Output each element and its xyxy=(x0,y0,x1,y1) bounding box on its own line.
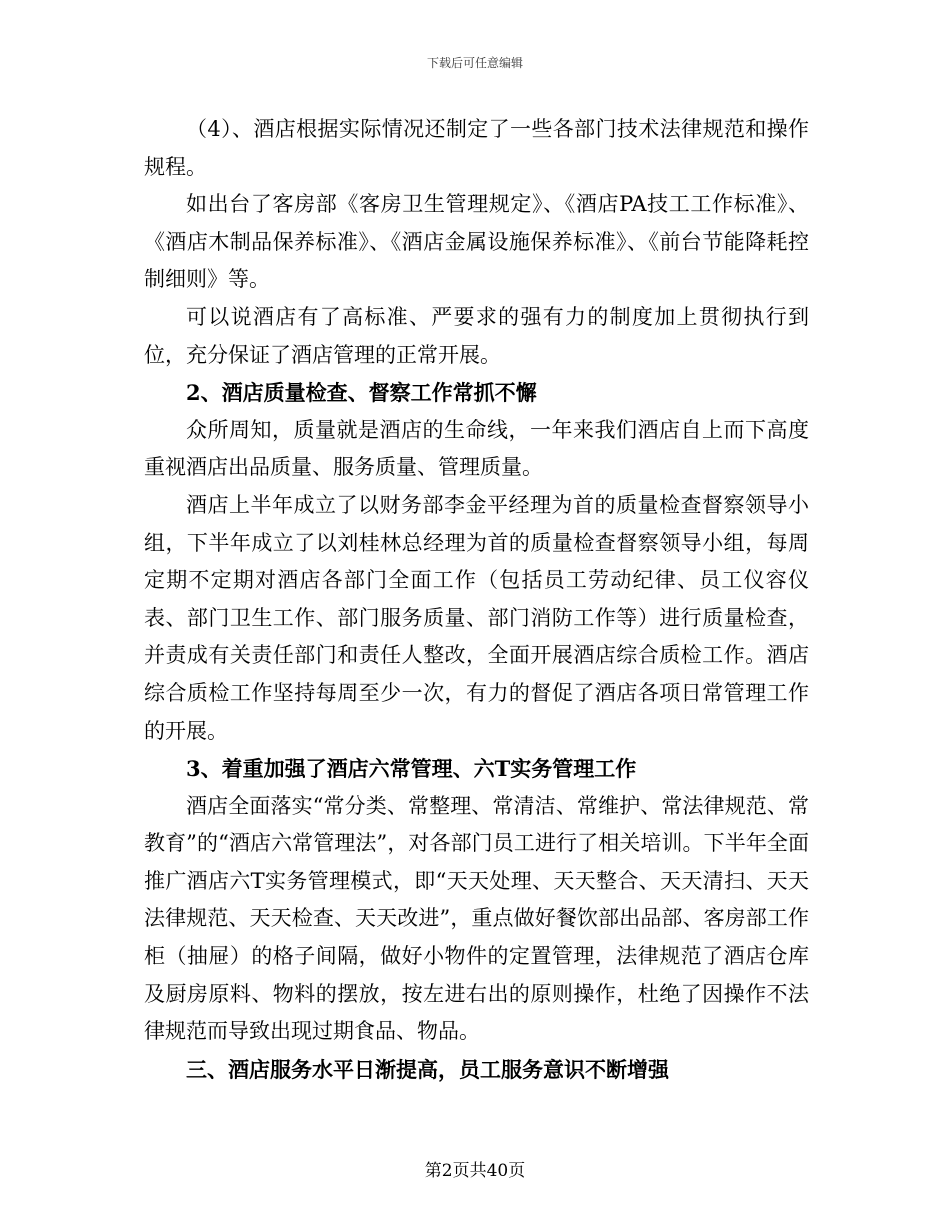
page-number: 第2页共40页 xyxy=(424,1161,526,1181)
section-heading: 3、着重加强了酒店六常管理、六T实务管理工作 xyxy=(186,756,637,782)
paragraph: 众所周知，质量就是酒店的生命线，一年来我们酒店自上而下高度重视酒店出品质量、服务质量、管理质量。 xyxy=(144,417,809,480)
page-header-note: 下载后可任意编辑 xyxy=(426,56,523,70)
paragraph: 可以说酒店有了高标准、严要求的强有力的制度加上贯彻执行到位，充分保证了酒店管理的正常开展。 xyxy=(144,304,809,367)
paragraph: 如出台了客房部《客房卫生管理规定》、《酒店PA技工工作标准》、《酒店木制品保养标准》、《酒店金属设施保养标准》、《前台节能降耗控制细则》等。 xyxy=(144,192,809,292)
paragraph: （4）、酒店根据实际情况还制定了一些各部门技术法律规范和操作规程。 xyxy=(144,117,809,179)
paragraph: 酒店全面落实“常分类、常整理、常清洁、常维护、常法律规范、常教育”的“酒店六常管理法”，对各部门员工进行了相关培训。下半年全面推广酒店六T实务管理模式，即“天天处理、天天整合、天天清扫、天天法律规范、天天检查、天天改进”，重点做好餐饮部出品部、客房部工作柜（抽屉）的格子间隔，做好小物件的定置管理，法律规范了酒店仓库及厨房原料、物料的摆放，按左进右出的原则操作，杜绝了因操作不法律规范而导致出现过期食品、物品。 xyxy=(144,793,809,1044)
section-heading: 2、酒店质量检查、督察工作常抓不懈 xyxy=(186,380,537,406)
paragraph: 酒店上半年成立了以财务部李金平经理为首的质量检查督察领导小组，下半年成立了以刘桂林总经理为首的质量检查督察领导小组，每周定期不定期对酒店各部门全面工作（包括员工劳动纪律、员工仪容仪表、部门卫生工作、部门服务质量、部门消防工作等）进行质量检查，并责成有关责任部门和责任人整改，全面开展酒店综合质检工作。酒店综合质检工作坚持每周至少一次，有力的督促了酒店各项日常管理工作的开展。 xyxy=(144,492,809,743)
section-heading: 三、酒店服务水平日渐提高，员工服务意识不断增强 xyxy=(186,1056,669,1082)
document-body xyxy=(144,111,809,1088)
